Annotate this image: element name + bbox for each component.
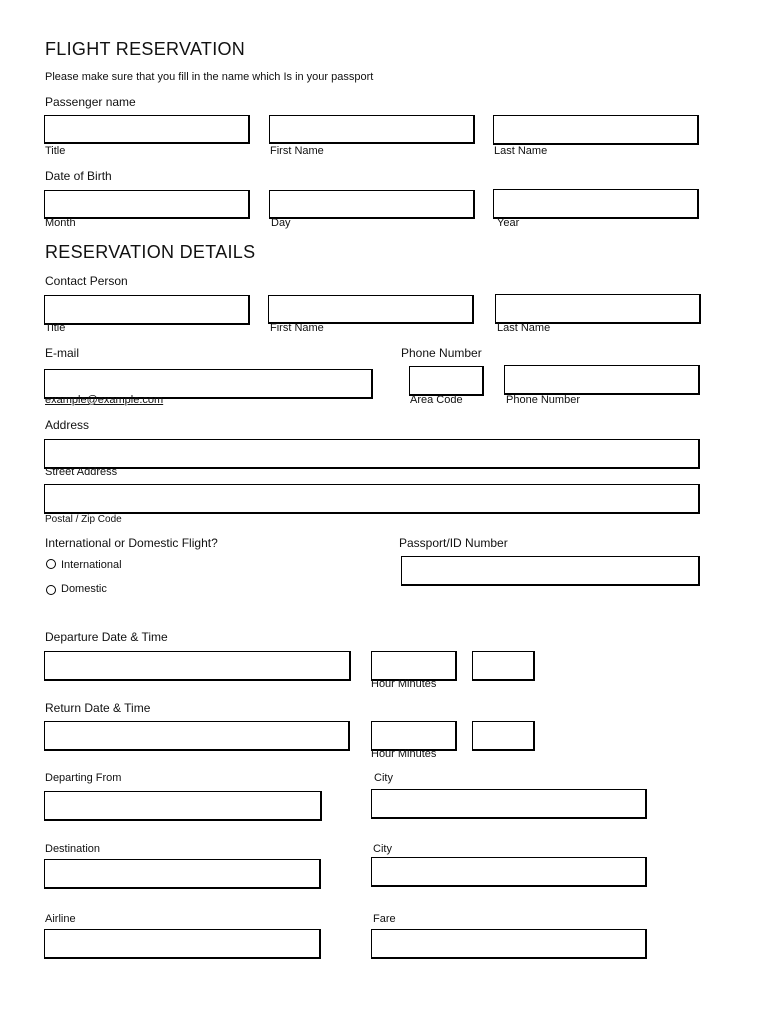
contact-last-name-caption: Last Name	[497, 322, 551, 334]
passport-id-field[interactable]	[401, 556, 700, 586]
return-time-caption: Hour Minutes	[371, 748, 437, 760]
destination-city-field[interactable]	[371, 857, 647, 887]
passenger-first-name-caption: First Name	[270, 145, 324, 157]
departing-city-label: City	[374, 772, 393, 784]
passenger-name-label: Passenger name	[45, 95, 136, 109]
flight-type-label: International or Domestic Flight?	[45, 536, 218, 550]
email-example-caption: example@example.com	[45, 394, 164, 406]
destination-label: Destination	[45, 843, 101, 855]
international-option-label: International	[61, 559, 122, 571]
return-hour-field[interactable]	[371, 721, 457, 751]
dob-day-field[interactable]	[269, 190, 475, 219]
postal-code-field[interactable]	[44, 484, 700, 514]
dob-day-caption: Day	[271, 217, 291, 229]
return-date-field[interactable]	[44, 721, 350, 751]
passenger-first-name-field[interactable]	[269, 115, 475, 144]
dob-month-caption: Month	[45, 217, 76, 229]
dob-label: Date of Birth	[45, 169, 112, 183]
contact-first-name-caption: First Name	[270, 322, 324, 334]
contact-last-name-field[interactable]	[495, 294, 701, 324]
departure-minutes-field[interactable]	[472, 651, 535, 681]
airline-label: Airline	[45, 913, 76, 925]
postal-code-caption: Postal / Zip Code	[45, 514, 122, 525]
street-address-field[interactable]	[44, 439, 700, 469]
area-code-field[interactable]	[409, 366, 484, 396]
passenger-title-caption: Title	[45, 145, 66, 157]
contact-title-caption: Title	[45, 322, 66, 334]
contact-first-name-field[interactable]	[268, 295, 474, 324]
international-radio[interactable]	[46, 559, 56, 569]
email-label: E-mail	[45, 346, 80, 360]
phone-number-caption: Phone Number	[506, 394, 580, 406]
airline-field[interactable]	[44, 929, 321, 959]
passport-label: Passport/ID Number	[399, 536, 508, 550]
reservation-details-heading: RESERVATION DETAILS	[45, 242, 256, 262]
domestic-radio[interactable]	[46, 585, 56, 595]
passenger-last-name-field[interactable]	[493, 115, 699, 145]
form-title: FLIGHT RESERVATION	[45, 39, 246, 59]
street-address-caption: Street Address	[45, 466, 118, 478]
passenger-title-field[interactable]	[44, 115, 250, 144]
departure-date-field[interactable]	[44, 651, 351, 681]
return-minutes-field[interactable]	[472, 721, 535, 751]
phone-label: Phone Number	[401, 346, 482, 360]
area-code-caption: Area Code	[410, 394, 463, 406]
destination-field[interactable]	[44, 859, 321, 889]
departing-city-field[interactable]	[371, 789, 647, 819]
dob-month-field[interactable]	[44, 190, 250, 219]
return-label: Return Date & Time	[45, 701, 151, 715]
passenger-last-name-caption: Last Name	[494, 145, 548, 157]
contact-person-label: Contact Person	[45, 274, 128, 288]
dob-year-field[interactable]	[493, 189, 699, 219]
phone-number-field[interactable]	[504, 365, 700, 395]
departing-from-label: Departing From	[45, 772, 122, 784]
departure-label: Departure Date & Time	[45, 630, 168, 644]
fare-label: Fare	[373, 913, 396, 925]
departing-from-field[interactable]	[44, 791, 322, 821]
destination-city-label: City	[373, 843, 392, 855]
contact-title-field[interactable]	[44, 295, 250, 325]
fare-field[interactable]	[371, 929, 647, 959]
dob-year-caption: Year	[497, 217, 520, 229]
departure-hour-field[interactable]	[371, 651, 457, 681]
instruction-text: Please make sure that you fill in the name which Is in your passport	[45, 71, 374, 83]
address-label: Address	[45, 418, 90, 432]
domestic-option-label: Domestic	[61, 583, 107, 595]
departure-time-caption: Hour Minutes	[371, 678, 437, 690]
